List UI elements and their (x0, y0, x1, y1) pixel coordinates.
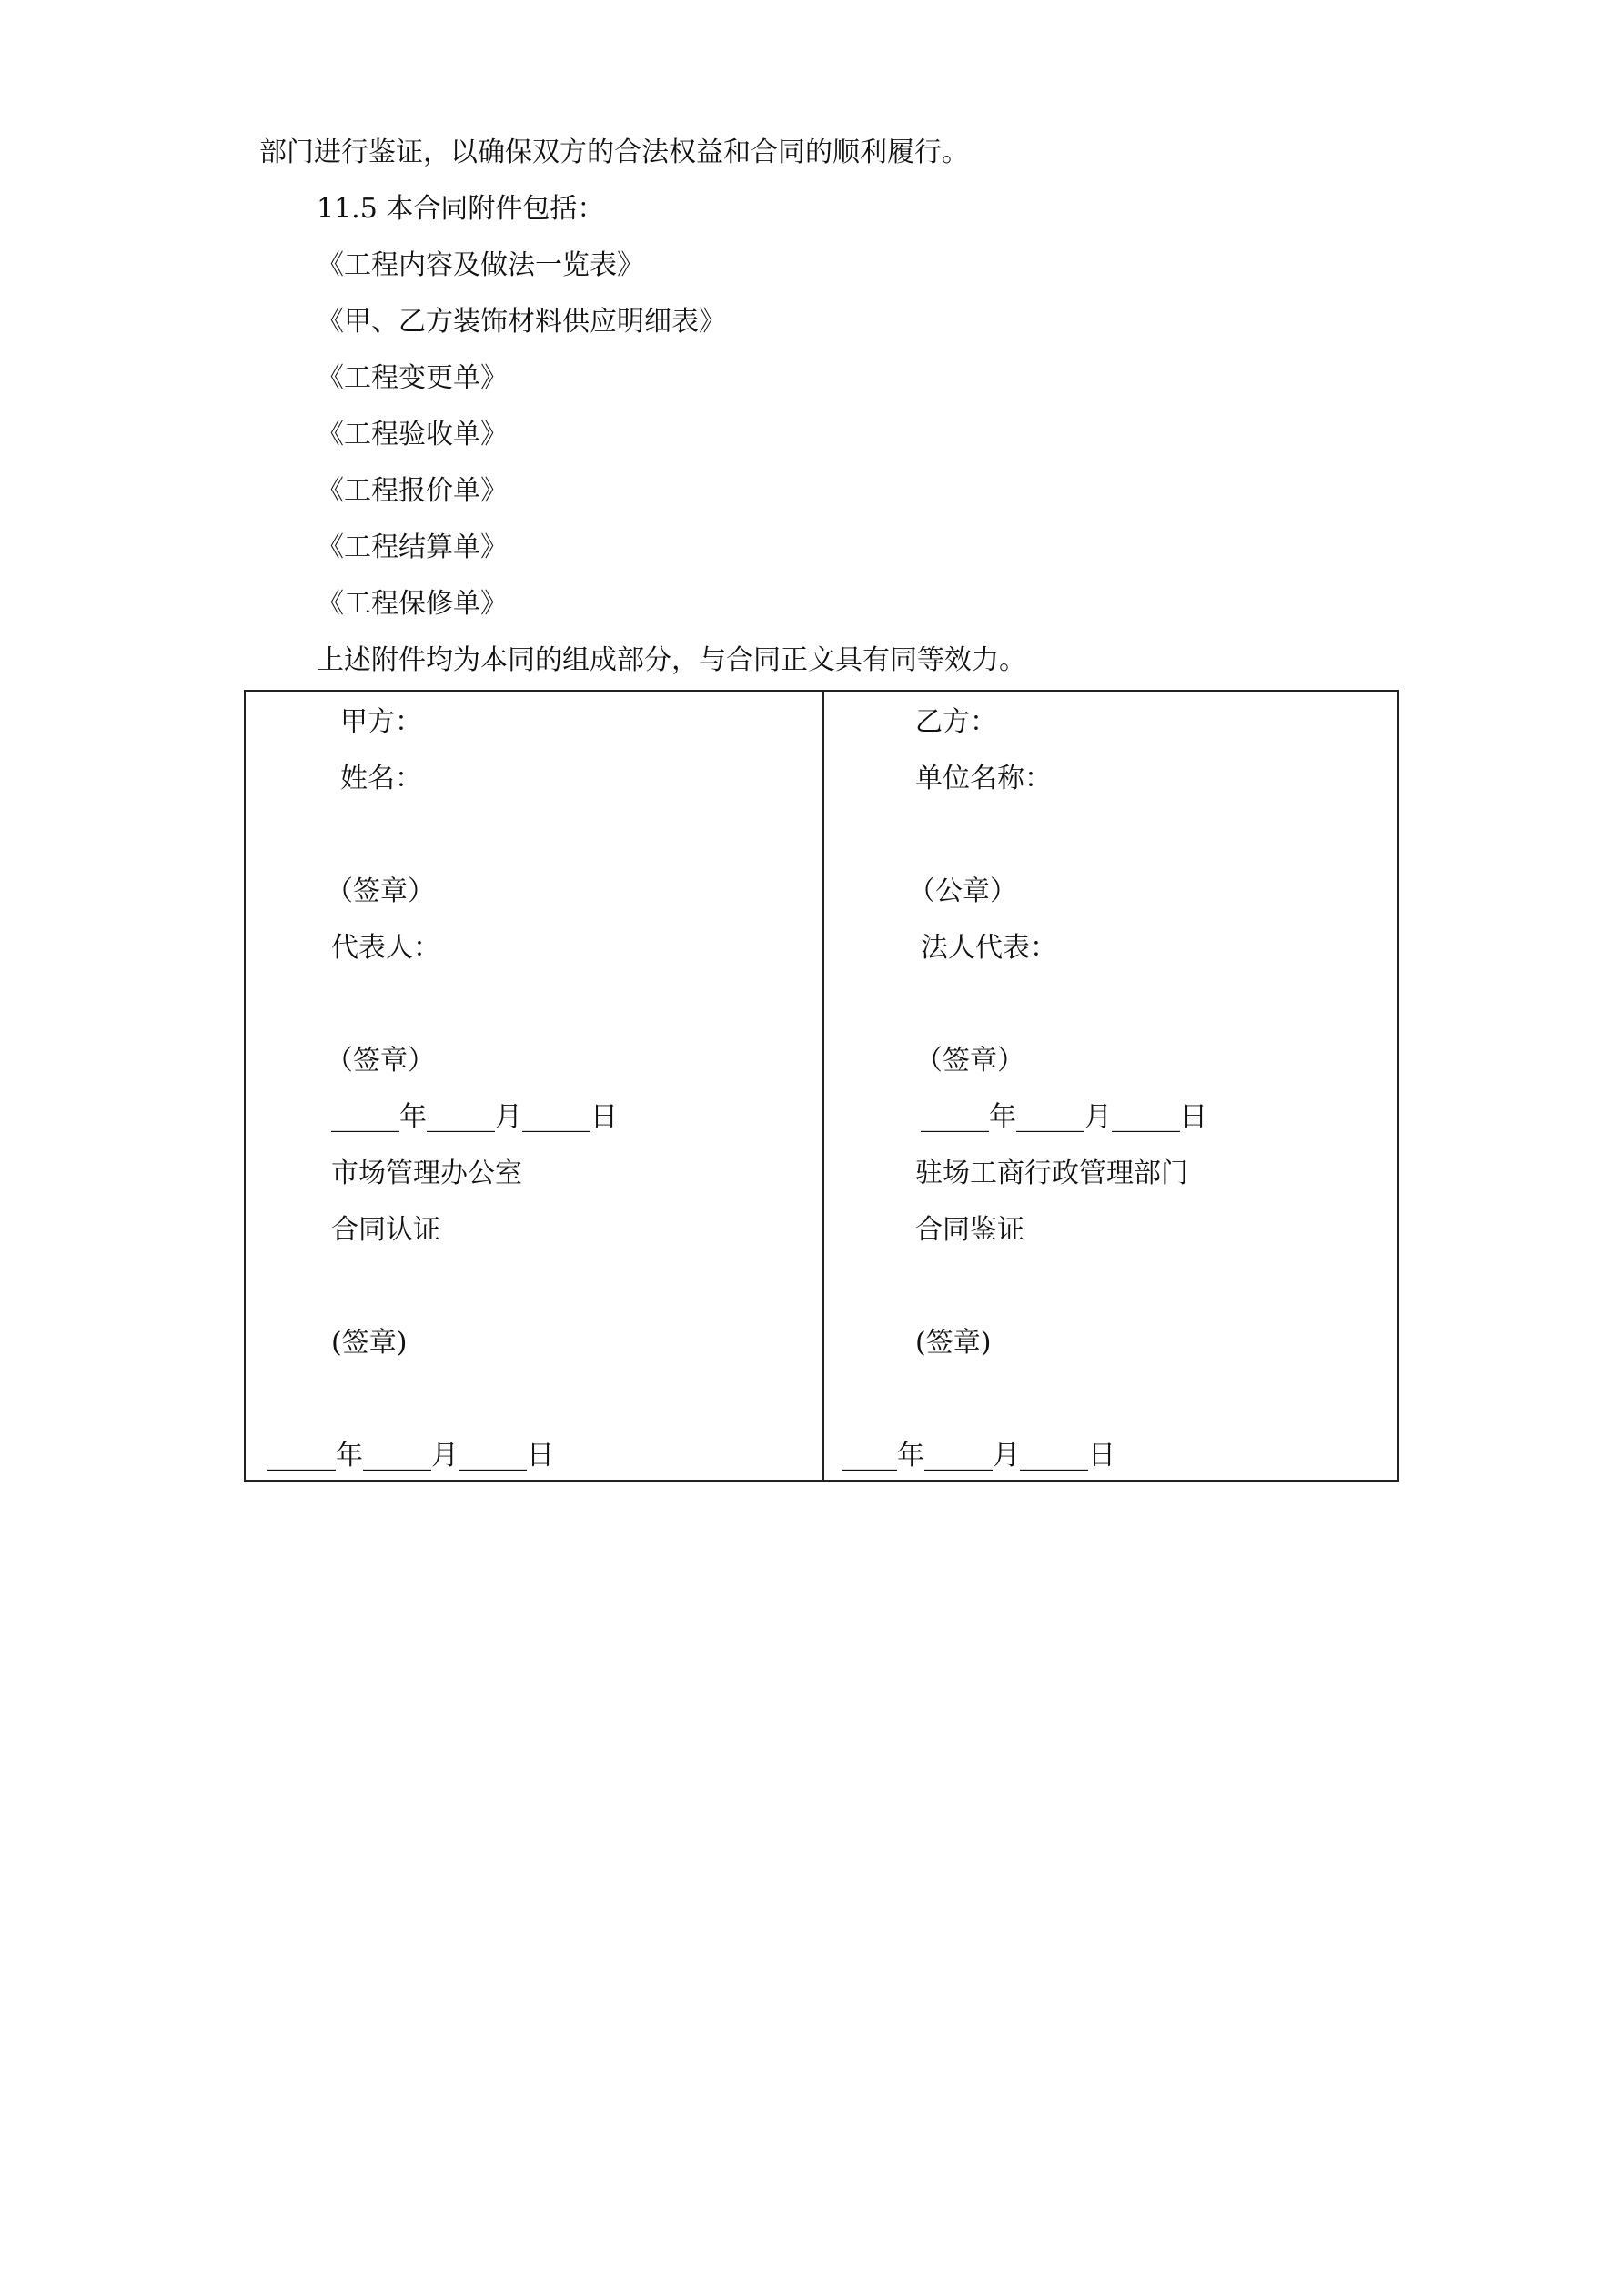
table-divider (822, 692, 824, 1480)
party-b-date-line: _____年_____月_____日 (921, 1101, 1207, 1133)
party-a-seal-label: （签章） (326, 875, 435, 907)
party-b-company-label: 单位名称： (915, 763, 1052, 794)
verification-seal-label: (签章) (915, 1327, 992, 1359)
closing-statement: 上述附件均为本同的组成部分，与合同正文具有同等效力。 (317, 644, 1026, 676)
paragraph-continuation: 部门进行鉴证，以确保双方的合法权益和合同的顺利履行。 (259, 137, 969, 168)
signature-table (244, 690, 1399, 1482)
market-office-label: 市场管理办公室 (331, 1158, 522, 1189)
office-seal-label: (签章) (331, 1327, 408, 1359)
attachment-item: 《甲、乙方装饰材料供应明细表》 (317, 306, 726, 338)
contract-verification-label: 合同鉴证 (915, 1214, 1024, 1246)
attachment-item: 《工程验收单》 (317, 419, 508, 450)
attachment-item: 《工程保修单》 (317, 588, 508, 620)
party-a-name-label: 姓名： (340, 763, 422, 794)
office-date-line: _____年_____月_____日 (267, 1440, 554, 1472)
clause-11-5: 11.5 本合同附件包括： (317, 193, 605, 225)
party-b-company-seal-label: （公章） (908, 875, 1017, 907)
party-a-label: 甲方： (340, 706, 422, 738)
verification-date-line: ____年_____月_____日 (842, 1440, 1115, 1472)
attachment-item: 《工程内容及做法一览表》 (317, 249, 644, 281)
party-a-rep-seal-label: （签章） (326, 1045, 435, 1077)
attachment-item: 《工程结算单》 (317, 531, 508, 563)
attachment-item: 《工程报价单》 (317, 475, 508, 507)
party-b-label: 乙方： (915, 706, 997, 738)
party-b-rep-seal-label: （签章） (915, 1045, 1024, 1077)
attachment-item: 《工程变更单》 (317, 362, 508, 394)
contract-certification-label: 合同认证 (331, 1214, 440, 1246)
party-a-representative-label: 代表人： (331, 932, 440, 964)
party-b-legal-rep-label: 法人代表： (921, 932, 1057, 964)
industry-commerce-office-label: 驻场工商行政管理部门 (915, 1158, 1188, 1189)
party-a-date-line: _____年_____月_____日 (331, 1101, 618, 1133)
